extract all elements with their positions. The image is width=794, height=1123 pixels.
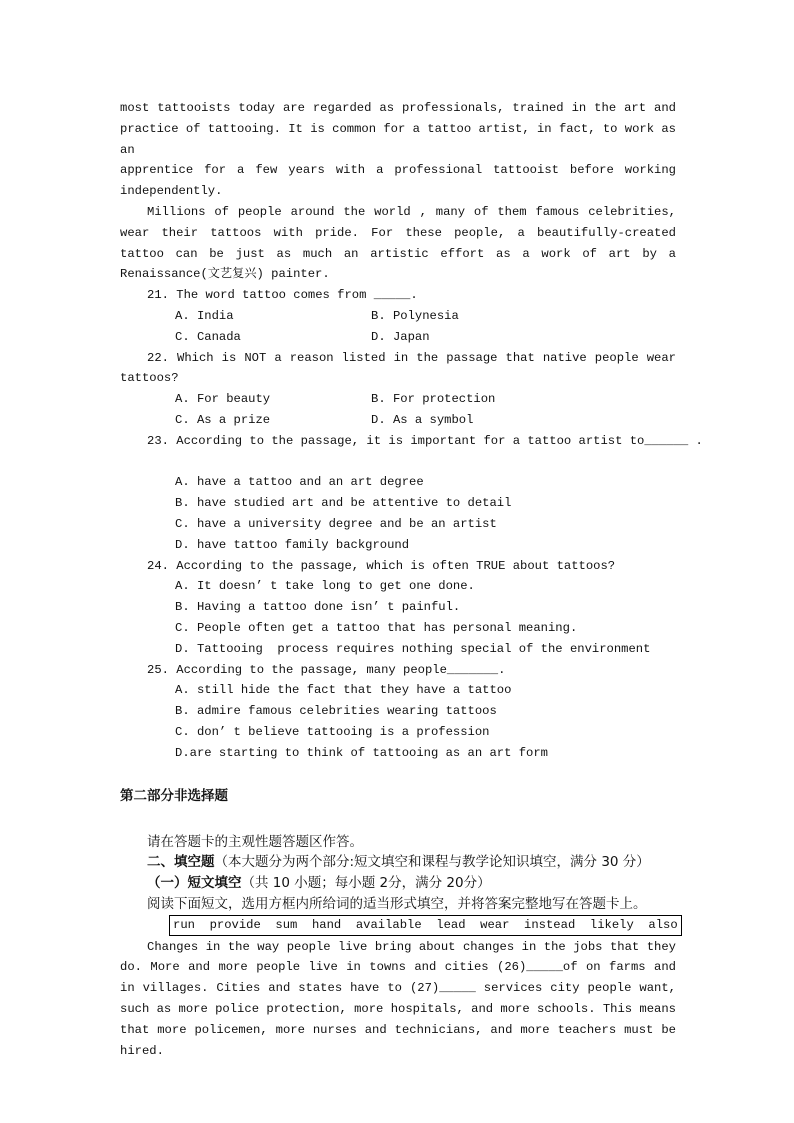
question-24 bbox=[120, 556, 676, 660]
option-a[interactable]: A. have a tattoo and an art degree bbox=[175, 475, 424, 490]
option-b[interactable]: B. Polynesia bbox=[371, 308, 459, 323]
section-heading bbox=[120, 852, 676, 873]
option-c[interactable]: C. Canada bbox=[175, 329, 241, 344]
part-two-title: 第二部分非选择题 bbox=[120, 787, 228, 804]
passage-paragraph-2: Millions of people around the world , many of them famous celebrities, wear their tattoos with pride. For these people, a beautifully-created tattoo can be just as much an artistic effort as a work of art by a Renaissance(文艺复兴) painter. bbox=[120, 204, 676, 282]
option-c[interactable]: C. don’ t believe tattooing is a profession bbox=[175, 724, 490, 739]
blank-line bbox=[120, 452, 676, 473]
option-a[interactable]: A. still hide the fact that they have a tattoo bbox=[175, 683, 512, 698]
option-c[interactable]: C. As a prize bbox=[175, 412, 271, 427]
option-d[interactable]: D. Japan bbox=[371, 329, 430, 344]
cloze-passage: Changes in the way people live bring about changes in the jobs that they do. More and more people live in towns and cities (26)_____of on farms and in villages. Cities and states have to (27)_____ services city people want, such as more police protection, more hospitals, and more schools. This means that more policemen, more nurses and technicians, and more teachers must be hired. bbox=[120, 939, 676, 1058]
option-c[interactable]: C. People often get a tattoo that has personal meaning. bbox=[175, 620, 578, 635]
word-box-wrapper bbox=[120, 915, 676, 936]
section-note: （本大题分为两个部分:短文填空和课程与教学论知识填空，满分 30 分） bbox=[214, 854, 650, 871]
option-a[interactable]: A. India bbox=[175, 308, 234, 323]
option-b[interactable]: B. have studied art and be attentive to detail bbox=[175, 496, 512, 511]
option-a[interactable]: A. It doesn’ t take long to get one done. bbox=[175, 579, 475, 594]
directions: 阅读下面短文，选用方框内所给词的适当形式填空，并将答案完整地写在答题卡上。 bbox=[147, 895, 647, 912]
question-stem: According to the passage, many people_______. bbox=[176, 662, 506, 677]
option-c[interactable]: C. have a university degree and be an artist bbox=[175, 516, 497, 531]
question-stem: Which is NOT a reason listed in the passage that native people wear tattoos? bbox=[120, 350, 676, 386]
document-page bbox=[120, 98, 703, 1061]
sub-note: （共 10 小题；每小题 2分，满分 20分） bbox=[241, 875, 491, 892]
passage-line: most tattooists today are regarded as professionals, trained in the art and bbox=[120, 101, 676, 115]
word-box: run provide sum hand available lead wear instead likely also bbox=[169, 915, 682, 936]
passage-line: apprentice for a few years with a professional tattooist before working bbox=[120, 163, 676, 178]
question-25 bbox=[120, 660, 676, 764]
question-number: 24. bbox=[147, 558, 169, 573]
sub-heading bbox=[120, 873, 676, 894]
option-d[interactable]: D. have tattoo family background bbox=[175, 537, 410, 552]
question-number: 22. bbox=[147, 350, 169, 365]
question-21 bbox=[120, 285, 676, 347]
question-stem: According to the passage, it is important for a tattoo artist to______ . bbox=[176, 433, 703, 448]
sub-heading-label: （一）短文填空 bbox=[147, 875, 242, 892]
option-b[interactable]: B. For protection bbox=[371, 392, 496, 407]
option-b[interactable]: B. admire famous celebrities wearing tattoos bbox=[175, 704, 497, 719]
question-number: 25. bbox=[147, 662, 169, 677]
answer-instruction: 请在答题卡的主观性题答题区作答。 bbox=[147, 833, 363, 850]
option-d[interactable]: D.are starting to think of tattooing as an art form bbox=[175, 745, 548, 760]
option-a[interactable]: A. For beauty bbox=[175, 392, 271, 407]
question-number: 21. bbox=[147, 288, 169, 303]
question-stem: The word tattoo comes from _____. bbox=[176, 288, 418, 303]
question-stem: According to the passage, which is often TRUE about tattoos? bbox=[176, 558, 616, 573]
question-number: 23. bbox=[147, 433, 169, 448]
option-b[interactable]: B. Having a tattoo done isn’ t painful. bbox=[175, 600, 461, 615]
question-22 bbox=[120, 348, 676, 431]
section-heading-label: 二、填空题 bbox=[147, 854, 215, 871]
passage-line: practice of tattooing. It is common for a tattoo artist, in fact, to work as an bbox=[120, 121, 676, 157]
question-23 bbox=[120, 431, 703, 556]
passage-paragraph-1 bbox=[120, 98, 676, 202]
option-d[interactable]: D. Tattooing process requires nothing special of the environment bbox=[175, 641, 651, 656]
option-d[interactable]: D. As a symbol bbox=[371, 412, 474, 427]
passage-line: independently. bbox=[120, 184, 223, 199]
